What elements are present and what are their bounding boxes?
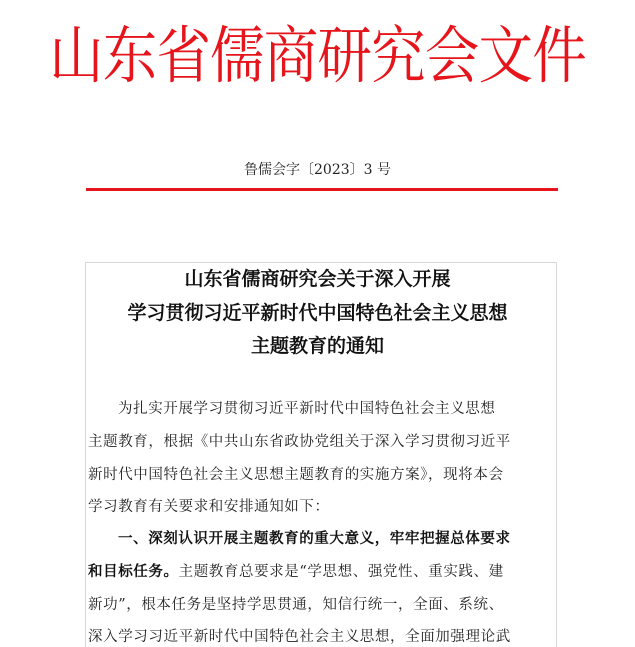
section-1-text-inline: 主题教育总要求是“学思想、强党性、重实践、建: [178, 564, 504, 580]
section-1-heading: 一、深刻认识开展主题教育的重大意义，牢牢把握总体要求: [118, 530, 511, 547]
body-text-line: 主题教育，根据《中共山东省政协党组关于深入学习贯彻习近平: [88, 434, 511, 450]
notice-title-line-2: 学习贯彻习近平新时代中国特色社会主义思想: [127, 302, 508, 324]
section-1-text-line: [88, 562, 558, 582]
section-1-text-line: 深入学习习近平新时代中国特色社会主义思想，全面加强理论武: [88, 629, 511, 645]
document-number: 鲁儒会字〔2023〕3 号: [244, 162, 391, 178]
notice-title-line-1: 山东省儒商研究会关于深入开展: [184, 268, 451, 290]
body-text-line: 学习教育有关要求和安排通知如下：: [88, 499, 330, 515]
body-text-line: 新时代中国特色社会主义思想主题教育的实施方案》，现将本会: [88, 467, 504, 483]
notice-title-line-3: 主题教育的通知: [250, 335, 384, 357]
body-text-line: 为扎实开展学习贯彻习近平新时代中国特色社会主义思想: [118, 401, 496, 417]
header-red-divider: [86, 188, 558, 191]
document-header-title: 山东省儒商研究会文件: [49, 19, 586, 92]
section-1-text-line: 新功”，根本任务是坚持学思贯通，知信行统一，全面、系统、: [88, 597, 504, 613]
section-1-heading-continued: 和目标任务。: [88, 563, 179, 580]
